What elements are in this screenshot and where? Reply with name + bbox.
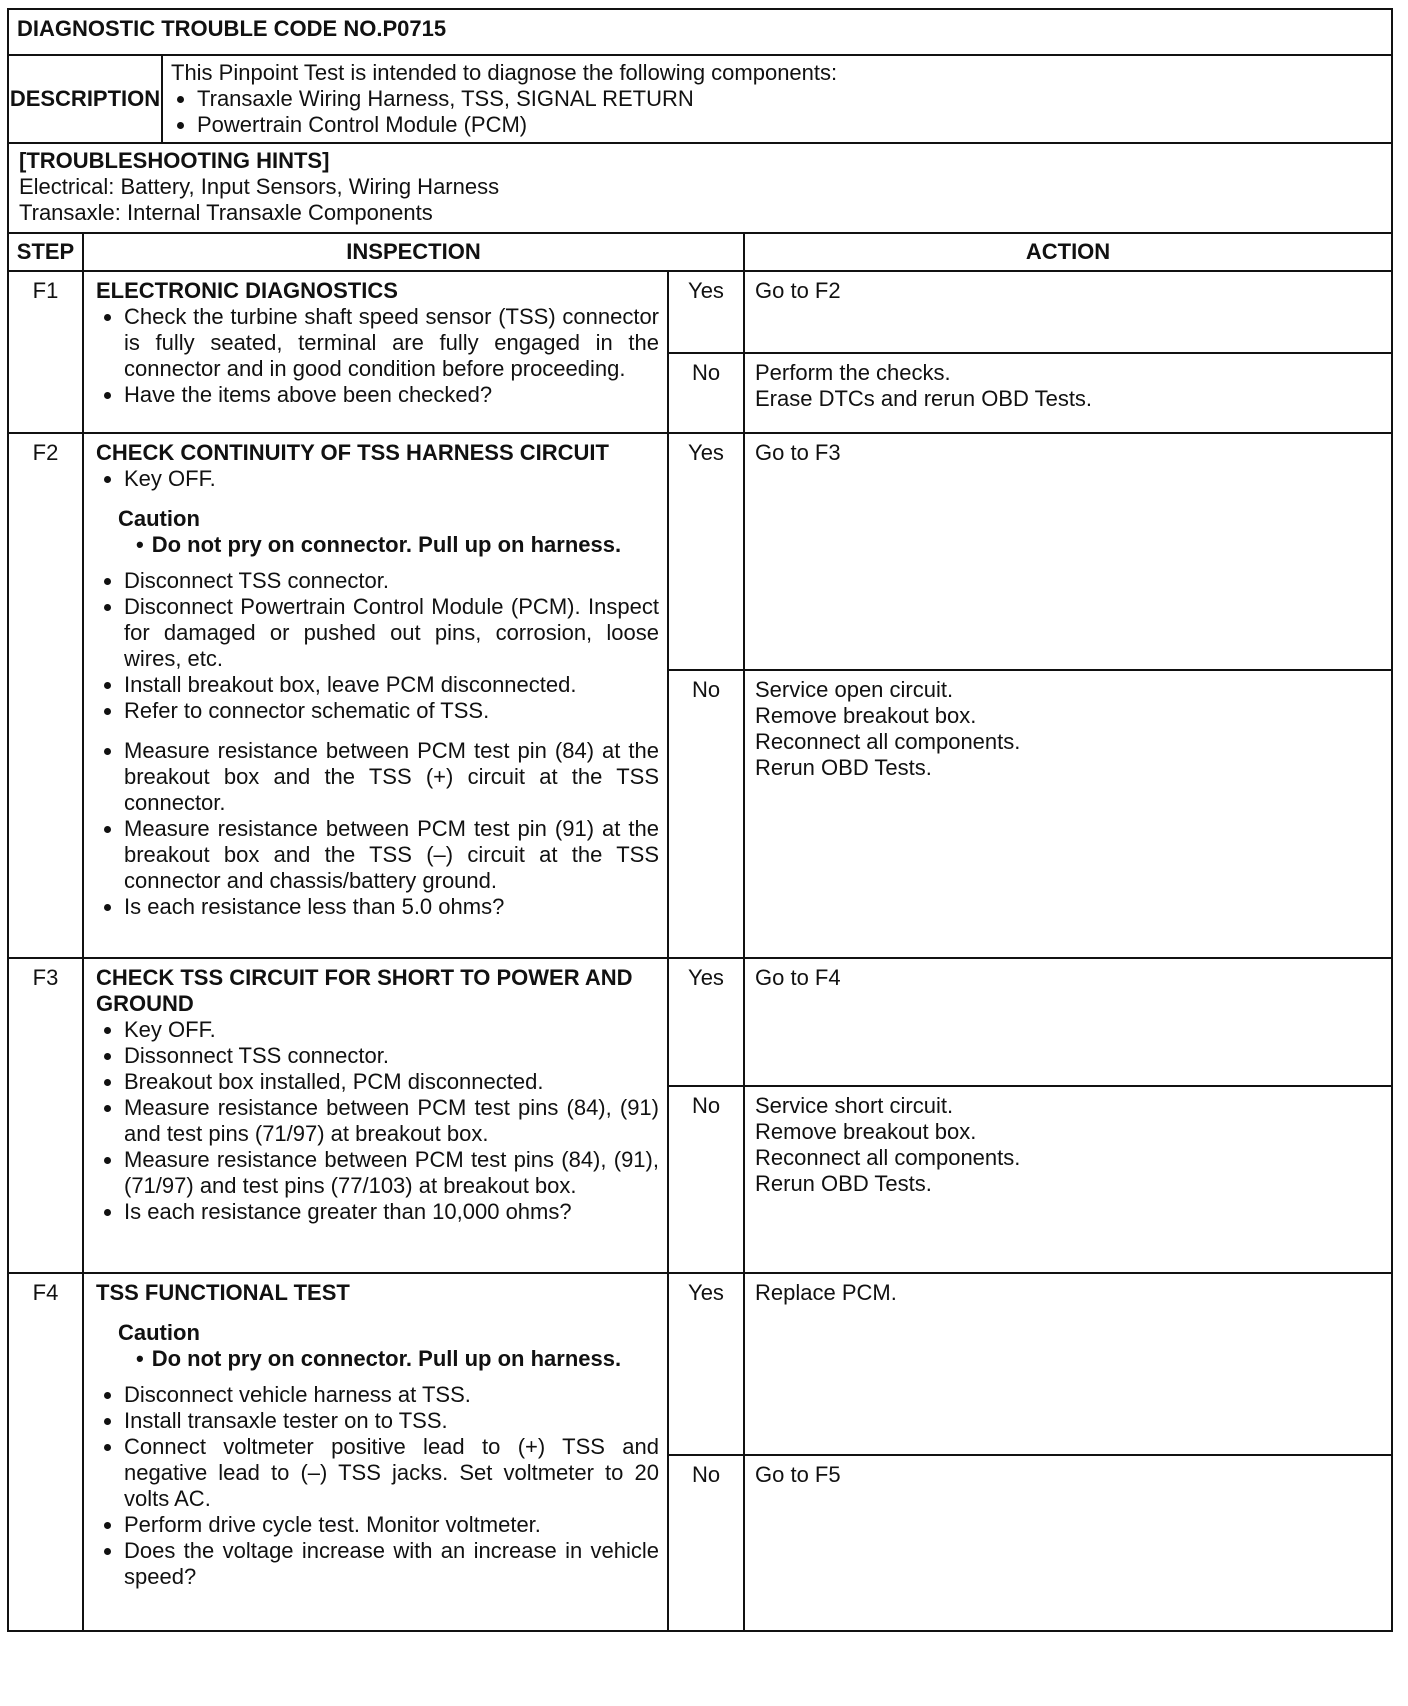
inspection-item: • Is each resistance less than 5.0 ohms?	[124, 894, 659, 920]
yes-label: Yes	[668, 1273, 744, 1455]
action-line: Go to F3	[755, 440, 841, 465]
step-title: CHECK TSS CIRCUIT FOR SHORT TO POWER AND GROUND	[96, 965, 633, 1016]
caution-block	[118, 1320, 659, 1372]
inspection-item: • Dissonnect TSS connector.	[124, 1043, 659, 1069]
yes-action	[744, 1273, 1392, 1455]
inspection-item: • Measure resistance between PCM test pins (84), (91), (71/97) and test pins (77/103) at breakout box.	[124, 1147, 659, 1199]
inspection-cell	[83, 1273, 668, 1631]
column-header-step: STEP	[8, 233, 83, 271]
step-title: TSS FUNCTIONAL TEST	[96, 1280, 350, 1305]
no-label: No	[668, 1086, 744, 1273]
inspection-list	[96, 568, 659, 724]
inspection-item: • Key OFF.	[124, 1017, 659, 1043]
step-id: F2	[8, 433, 83, 958]
action-line: Reconnect all components.	[755, 1145, 1021, 1170]
no-label: No	[668, 670, 744, 958]
hints-title: [TROUBLESHOOTING HINTS]	[19, 148, 330, 173]
inspection-list	[96, 738, 659, 920]
description-body	[162, 55, 1392, 143]
no-action	[744, 670, 1392, 958]
step-title: ELECTRONIC DIAGNOSTICS	[96, 278, 398, 303]
description-intro: This Pinpoint Test is intended to diagnose the following components:	[171, 60, 838, 85]
description-label: DESCRIPTION	[8, 55, 162, 143]
action-line: Go to F2	[755, 278, 841, 303]
no-action	[744, 353, 1392, 433]
hint-line: Transaxle: Internal Transaxle Components	[19, 200, 433, 225]
yes-label: Yes	[668, 433, 744, 670]
action-line: Perform the checks.	[755, 360, 951, 385]
action-line: Replace PCM.	[755, 1280, 897, 1305]
inspection-item: • Have the items above been checked?	[124, 382, 659, 408]
step-id: F4	[8, 1273, 83, 1631]
inspection-item: • Measure resistance between PCM test pin (91) at the breakout box and the TSS (–) circuit at the TSS connector and chassis/battery ground.	[124, 816, 659, 894]
inspection-item: • Breakout box installed, PCM disconnected.	[124, 1069, 659, 1095]
inspection-item: • Install transaxle tester on to TSS.	[124, 1408, 659, 1434]
no-label: No	[668, 353, 744, 433]
yes-action	[744, 958, 1392, 1086]
inspection-item: • Disconnect TSS connector.	[124, 568, 659, 594]
action-line: Remove breakout box.	[755, 703, 977, 728]
column-header-action: ACTION	[744, 233, 1392, 271]
no-label: No	[668, 1455, 744, 1631]
no-action	[744, 1455, 1392, 1631]
troubleshooting-hints	[8, 143, 1392, 233]
action-line: Reconnect all components.	[755, 729, 1021, 754]
inspection-item: • Disconnect vehicle harness at TSS.	[124, 1382, 659, 1408]
step-title: CHECK CONTINUITY OF TSS HARNESS CIRCUIT	[96, 440, 609, 465]
inspection-list	[96, 1017, 659, 1225]
step-id: F1	[8, 271, 83, 433]
action-line: Rerun OBD Tests.	[755, 1171, 932, 1196]
description-list	[171, 86, 1383, 138]
action-line: Erase DTCs and rerun OBD Tests.	[755, 386, 1093, 411]
inspection-item: • Measure resistance between PCM test pins (84), (91) and test pins (71/97) at breakout box.	[124, 1095, 659, 1147]
inspection-item: • Perform drive cycle test. Monitor voltmeter.	[124, 1512, 659, 1538]
yes-label: Yes	[668, 958, 744, 1086]
inspection-item: • Install breakout box, leave PCM disconnected.	[124, 672, 659, 698]
description-item: • Powertrain Control Module (PCM)	[197, 112, 1383, 138]
caution-list	[118, 1346, 659, 1372]
dtc-title: DIAGNOSTIC TROUBLE CODE NO.P0715	[8, 9, 1392, 55]
caution-block	[118, 506, 659, 558]
inspection-item: • Measure resistance between PCM test pin (84) at the breakout box and the TSS (+) circuit at the TSS connector.	[124, 738, 659, 816]
caution-title: Caution	[118, 506, 200, 531]
action-line: Service open circuit.	[755, 677, 954, 702]
dtc-table	[7, 8, 1393, 1632]
yes-label: Yes	[668, 271, 744, 353]
inspection-list	[96, 1382, 659, 1590]
action-line: Go to F5	[755, 1462, 841, 1487]
inspection-cell	[83, 271, 668, 433]
dtc-page	[7, 8, 1391, 1632]
caution-item: • Do not pry on connector. Pull up on harness.	[136, 532, 659, 558]
inspection-list	[96, 304, 659, 408]
yes-action	[744, 433, 1392, 670]
action-line: Service short circuit.	[755, 1093, 954, 1118]
inspection-list	[96, 466, 659, 492]
action-line: Go to F4	[755, 965, 841, 990]
inspection-cell	[83, 433, 668, 958]
inspection-item: • Connect voltmeter positive lead to (+) TSS and negative lead to (–) TSS jacks. Set voltmeter to 20 volts AC.	[124, 1434, 659, 1512]
yes-action	[744, 271, 1392, 353]
action-line: Remove breakout box.	[755, 1119, 977, 1144]
inspection-item: • Disconnect Powertrain Control Module (PCM). Inspect for damaged or pushed out pins, corrosion, loose wires, etc.	[124, 594, 659, 672]
inspection-item: • Does the voltage increase with an increase in vehicle speed?	[124, 1538, 659, 1590]
action-line: Rerun OBD Tests.	[755, 755, 932, 780]
inspection-item: • Key OFF.	[124, 466, 659, 492]
inspection-item: • Check the turbine shaft speed sensor (TSS) connector is fully seated, terminal are fully engaged in the connector and in good condition before proceeding.	[124, 304, 659, 382]
inspection-item: • Is each resistance greater than 10,000 ohms?	[124, 1199, 659, 1225]
caution-item: • Do not pry on connector. Pull up on harness.	[136, 1346, 659, 1372]
hint-line: Electrical: Battery, Input Sensors, Wiring Harness	[19, 174, 500, 199]
caution-title: Caution	[118, 1320, 200, 1345]
description-item: • Transaxle Wiring Harness, TSS, SIGNAL RETURN	[197, 86, 1383, 112]
column-header-inspection: INSPECTION	[83, 233, 744, 271]
caution-list	[118, 532, 659, 558]
no-action	[744, 1086, 1392, 1273]
inspection-item: • Refer to connector schematic of TSS.	[124, 698, 659, 724]
inspection-cell	[83, 958, 668, 1273]
step-id: F3	[8, 958, 83, 1273]
